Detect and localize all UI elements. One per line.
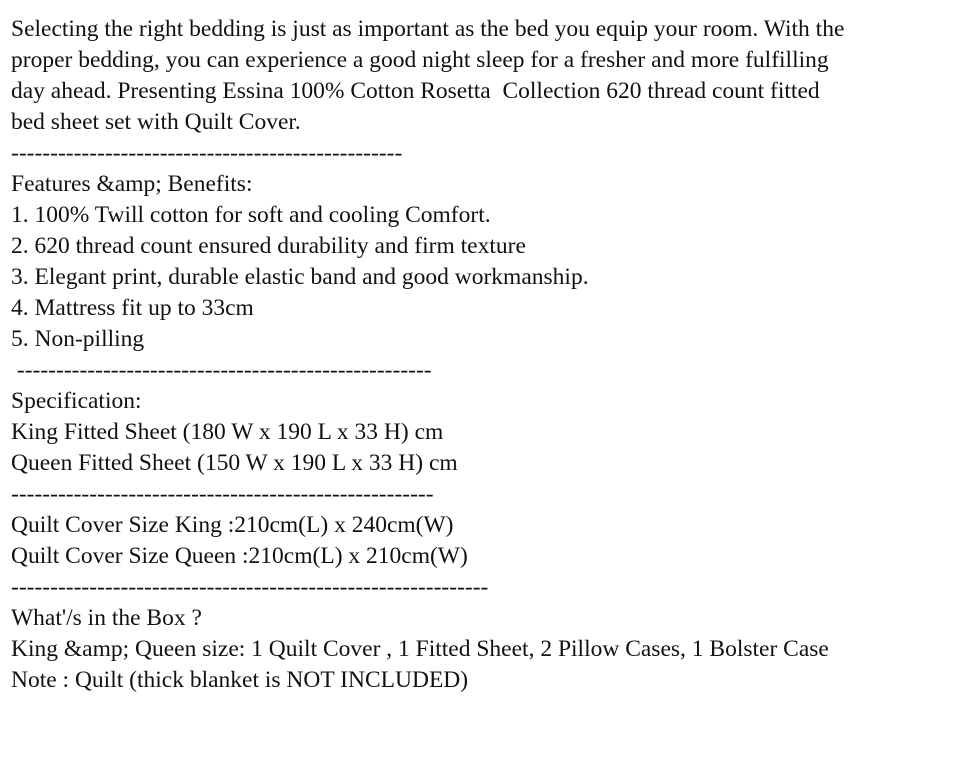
specification-section: [11, 386, 951, 479]
specification-item: Queen Fitted Sheet (150 W x 190 L x 33 H) cm: [11, 450, 458, 476]
feature-item: 4. Mattress fit up to 33cm: [11, 295, 254, 321]
feature-item: 2. 620 thread count ensured durability and firm texture: [11, 233, 526, 259]
quilt-cover-section: [11, 510, 951, 572]
separator-line: -------------------------------------------------------------: [11, 574, 489, 600]
features-section: [11, 169, 951, 355]
box-heading: What'/s in the Box ?: [11, 605, 202, 631]
intro-line: Selecting the right bedding is just as important as the bed you equip your room. With the: [11, 16, 845, 42]
intro-paragraph: [11, 14, 951, 138]
product-description: [11, 14, 951, 696]
box-note: Note : Quilt (thick blanket is NOT INCLUDED): [11, 667, 469, 693]
quilt-cover-size: Quilt Cover Size King :210cm(L) x 240cm(W): [11, 512, 454, 538]
feature-item: 5. Non-pilling: [11, 326, 145, 352]
specification-heading: Specification:: [11, 388, 142, 414]
specification-item: King Fitted Sheet (180 W x 190 L x 33 H) cm: [11, 419, 444, 445]
feature-item: 1. 100% Twill cotton for soft and cooling Comfort.: [11, 202, 491, 228]
intro-line: proper bedding, you can experience a good night sleep for a fresher and more fulfilling: [11, 47, 829, 73]
quilt-cover-size: Quilt Cover Size Queen :210cm(L) x 210cm(W): [11, 543, 468, 569]
feature-item: 3. Elegant print, durable elastic band and good workmanship.: [11, 264, 589, 290]
intro-line: day ahead. Presenting Essina 100% Cotton Rosetta Collection 620 thread count fitted: [11, 78, 820, 104]
box-contents-section: [11, 603, 951, 696]
separator-line: ------------------------------------------------------: [11, 481, 434, 507]
separator-line: --------------------------------------------------: [11, 140, 403, 166]
box-contents: King &amp; Queen size: 1 Quilt Cover , 1 Fitted Sheet, 2 Pillow Cases, 1 Bolster Case: [11, 636, 829, 662]
separator-line: -----------------------------------------------------: [11, 357, 432, 383]
features-heading: Features &amp; Benefits:: [11, 171, 253, 197]
intro-line: bed sheet set with Quilt Cover.: [11, 109, 301, 135]
